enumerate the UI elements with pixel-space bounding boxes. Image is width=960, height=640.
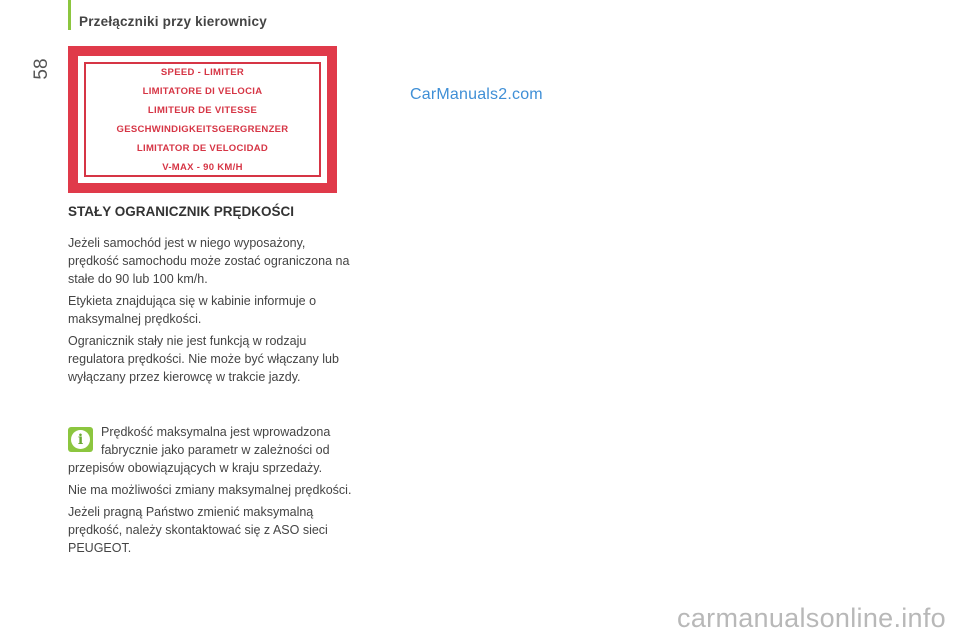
info-paragraph: Prędkość maksymalna jest wprowadzona fabrycznie jako parametr w zależności od przepisów obowiązujących w kraju sprzedaży. [68,425,331,475]
info-paragraph: Nie ma możliwości zmiany maksymalnej prędkości. [68,483,352,497]
info-icon-glyph: i [71,430,90,449]
watermark-bottom: carmanualsonline.info [677,603,946,633]
label-inner [78,56,327,183]
label-border [84,62,321,177]
label-line: V-MAX - 90 KM/H [162,161,243,173]
label-line: GESCHWINDIGKEITSGERGRENZER [116,123,289,135]
section-body [68,234,350,390]
header-accent-bar [68,0,71,30]
label-line: LIMITATOR DE VELOCIDAD [136,142,269,154]
section-title: STAŁY OGRANICZNIK PRĘDKOŚCI [68,204,295,219]
info-icon [68,427,93,452]
body-paragraph: Jeżeli samochód jest w niego wyposażony, prędkość samochodu może zostać ograniczona na stałe do 90 lub 100 km/h. [68,236,350,286]
label-line: SPEED - LIMITER [160,66,245,78]
body-paragraph: Etykieta znajdująca się w kabinie informuje o maksymalnej prędkości. [68,294,317,326]
page-number: 58 [31,58,52,80]
speed-limiter-label [68,46,337,193]
label-line: LIMITEUR DE VITESSE [147,104,258,116]
watermark-top: CarManuals2.com [410,86,543,103]
label-line: LIMITATORE DI VELOCIA [142,85,263,97]
info-note [68,423,358,561]
info-paragraph: Jeżeli pragną Państwo zmienić maksymalną prędkość, należy skontaktować się z ASO sieci PEUGEOT. [68,505,328,555]
body-paragraph: Ogranicznik stały nie jest funkcją w rodzaju regulatora prędkości. Nie może być włączany lub wyłączany przez kierowcę w trakcie jazdy. [68,334,339,384]
page-header-title: Przełączniki przy kierownicy [79,14,267,29]
